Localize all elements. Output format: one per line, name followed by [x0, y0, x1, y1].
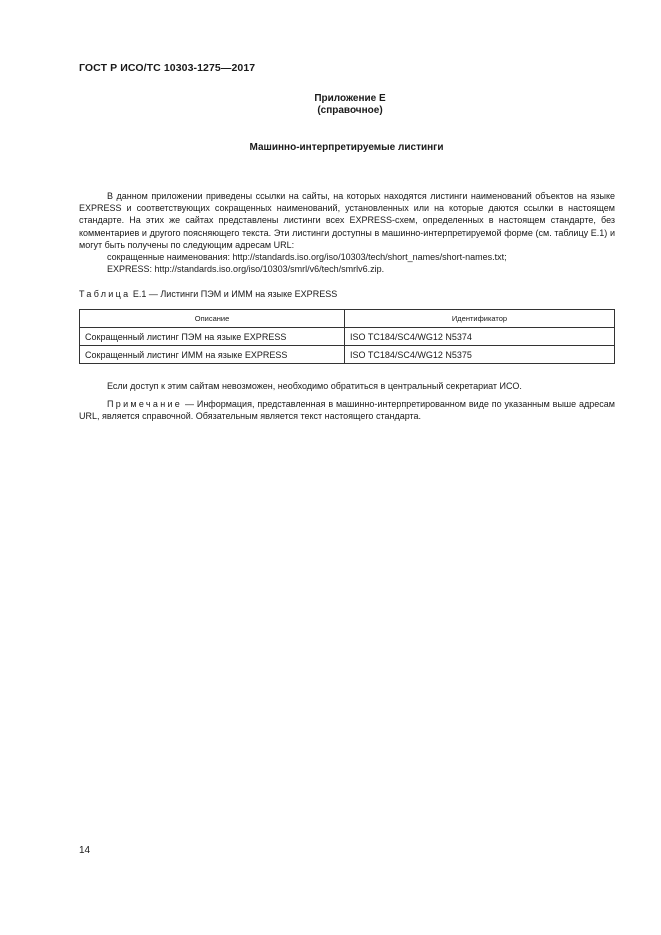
column-header-identifier: Идентификатор — [345, 310, 615, 328]
table-caption-text: Е.1 — Листинги ПЭМ и ИММ на языке EXPRESS — [130, 289, 338, 299]
note-text: — Информация, представленная в машинно-интерпретированном виде по указанным выше адресам URL, является справочной. Обязательным является текст настоящего стандарта. — [79, 399, 615, 422]
appendix-heading — [0, 93, 661, 117]
note — [79, 398, 615, 422]
section-title: Машинно-интерпретируемые листинги — [249, 142, 444, 153]
table-cell-identifier: ISO TC184/SC4/WG12 N5375 — [345, 346, 615, 364]
table-cell-description: Сокращенный листинг ИММ на языке EXPRESS — [80, 346, 345, 364]
table-row — [80, 328, 615, 346]
document-code: ГОСТ Р ИСО/ТС 10303-1275—2017 — [79, 62, 256, 74]
url-short-names: сокращенные наименования: http://standards.iso.org/iso/10303/tech/short_names/short-names.txt; — [107, 252, 507, 263]
note-label: Примечание — [107, 399, 183, 409]
appendix-subtitle: (справочное) — [317, 105, 383, 116]
intro-paragraph: В данном приложении приведены ссылки на сайты, на которых находятся листинги наименований объектов на языке EXPRESS и соответствующих сокращенных наименований, установленных или на которые даются ссылки в настоящем стандарте. На этих же сайтах представлены листинги всех EXPRESS-схем, определенных в настоящем стандарте, без комментариев и другого поясняющего текста. Эти листинги доступны в машинно-интерпретируемой форме (см. таблицу Е.1) и могут быть получены по следующим адресам URL: — [79, 191, 615, 250]
column-header-description: Описание — [80, 310, 345, 328]
page-number: 14 — [79, 845, 91, 856]
table-caption-label: Таблица — [79, 289, 131, 299]
table-header-row — [80, 310, 615, 328]
appendix-title: Приложение Е — [314, 93, 386, 104]
table-caption — [79, 289, 337, 299]
listings-table — [79, 309, 615, 364]
table-cell-identifier: ISO TC184/SC4/WG12 N5374 — [345, 328, 615, 346]
table-row — [80, 346, 615, 364]
url-express: EXPRESS: http://standards.iso.org/iso/10303/smrl/v6/tech/smrlv6.zip. — [107, 264, 385, 275]
table-cell-description: Сокращенный листинг ПЭМ на языке EXPRESS — [80, 328, 345, 346]
body-text — [79, 190, 615, 275]
access-notice: Если доступ к этим сайтам невозможен, необходимо обратиться в центральный секретариат ИСО. — [107, 381, 522, 391]
